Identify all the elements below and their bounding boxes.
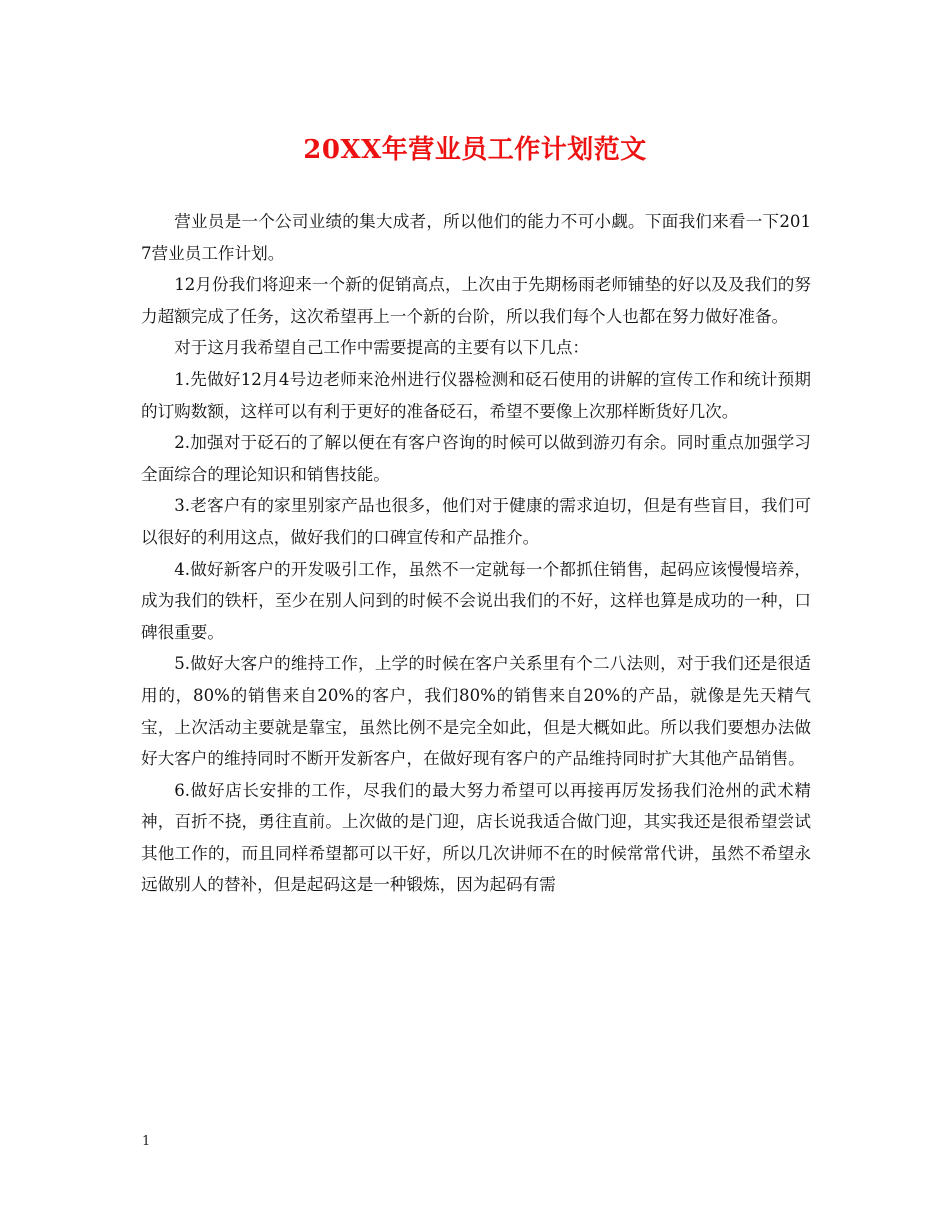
paragraph-item-6: 6.做好店长安排的工作，尽我们的最大努力希望可以再接再厉发扬我们沧州的武术精神，百折不挠，勇往直前。上次做的是门迎，店长说我适合做门迎，其实我还是很希望尝试其他工作的，而且同样希望都可以干好，所以几次讲师不在的时候常常代讲，虽然不希望永远做别人的替补，但是起码这是一种锻炼，因为起码有需 <box>141 780 811 895</box>
paragraph-improvement-points: 对于这月我希望自己工作中需要提高的主要有以下几点： <box>174 338 590 358</box>
document-title: 20XX年营业员工作计划范文 <box>303 135 647 165</box>
document-body <box>141 206 811 901</box>
paragraph-december-promotion: 12月份我们将迎来一个新的促销高点，上次由于先期杨雨老师铺垫的好以及及我们的努力超额完成了任务，这次希望再上一个新的台阶，所以我们每个人也都在努力做好准备。 <box>141 275 811 326</box>
paragraph-item-2: 2.加强对于砭石的了解以便在有客户咨询的时候可以做到游刃有余。同时重点加强学习全面综合的理论知识和销售技能。 <box>141 433 811 484</box>
paragraph-item-5: 5.做好大客户的维持工作，上学的时候在客户关系里有个二八法则，对于我们还是很适用的，80%的销售来自20%的客户，我们80%的销售来自20%的产品，就像是先天精气宝，上次活动主要就是靠宝，虽然比例不是完全如此，但是大概如此。所以我们要想办法做好大客户的维持同时不断开发新客户，在做好现有客户的产品维持同时扩大其他产品销售。 <box>141 654 811 769</box>
page-number: 1 <box>142 1134 151 1149</box>
paragraph-item-1: 1.先做好12月4号边老师来沧州进行仪器检测和砭石使用的讲解的宣传工作和统计预期的订购数额，这样可以有利于更好的准备砭石，希望不要像上次那样断货好几次。 <box>141 369 811 421</box>
paragraph-item-3: 3.老客户有的家里别家产品也很多，他们对于健康的需求迫切，但是有些盲目，我们可以很好的利用这点，做好我们的口碑宣传和产品推介。 <box>141 496 811 547</box>
paragraph-item-4: 4.做好新客户的开发吸引工作，虽然不一定就每一个都抓住销售，起码应该慢慢培养，成为我们的铁杆，至少在别人问到的时候不会说出我们的不好，这样也算是成功的一种，口碑很重要。 <box>141 559 811 642</box>
paragraph-intro: 营业员是一个公司业绩的集大成者，所以他们的能力不可小觑。下面我们来看一下2017营业员工作计划。 <box>141 212 811 263</box>
